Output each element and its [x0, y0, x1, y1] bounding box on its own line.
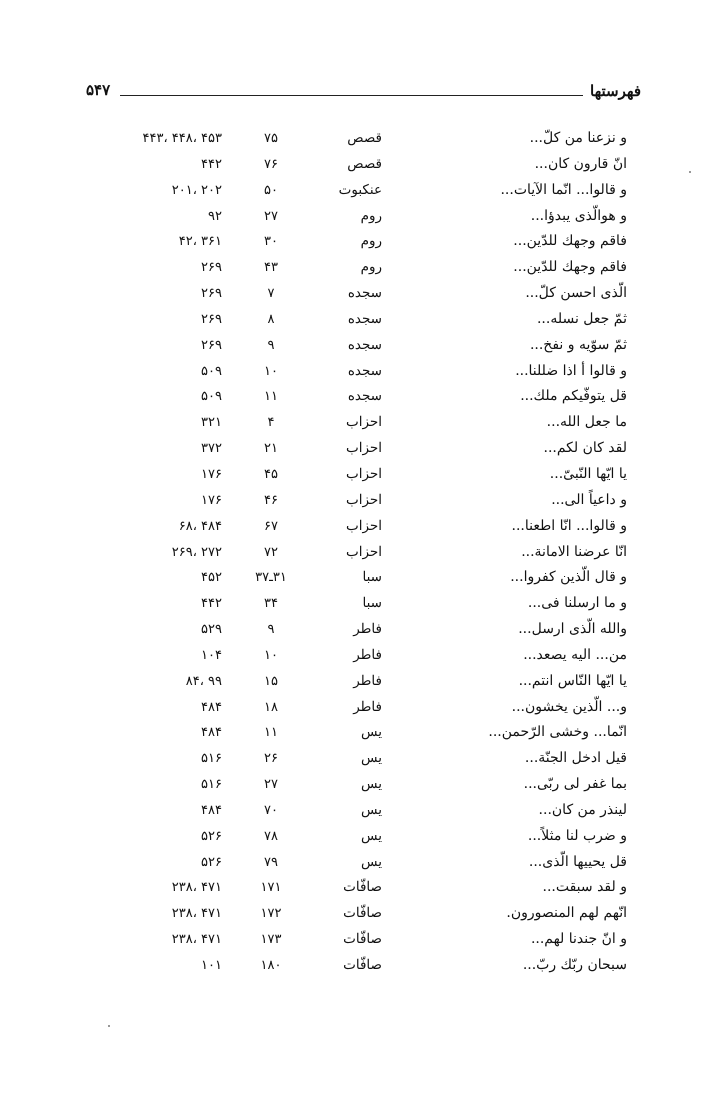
page-references: ۱۷۶	[201, 466, 222, 482]
verse-phrase: و ما ارسلنا فی...	[527, 595, 627, 612]
running-title: فهرستها	[590, 82, 641, 100]
surah-name: سجده	[347, 285, 382, 302]
page-references: ۴۸۴	[201, 725, 222, 741]
index-row	[0, 746, 727, 772]
surah-name: احزاب	[345, 465, 382, 482]
index-row	[0, 901, 727, 927]
page-references: ۵۱۶	[201, 751, 222, 767]
surah-name: یس	[361, 827, 382, 844]
verse-number: ۹	[267, 622, 275, 638]
verse-phrase: الّذی احسن کلّ...	[525, 285, 627, 302]
surah-name: روم	[360, 207, 382, 224]
page-references: ۵۲۶	[201, 828, 222, 844]
index-row	[0, 591, 727, 617]
verse-phrase: لینذر من کان...	[538, 801, 627, 818]
index-row	[0, 307, 727, 333]
surah-name: روم	[360, 259, 382, 276]
verse-number: ۴۵	[264, 466, 278, 482]
scan-edge-marks	[20, 1108, 667, 1110]
index-row	[0, 565, 727, 591]
verse-number: ۲۶	[264, 751, 278, 767]
verse-number: ۴۶	[264, 492, 278, 508]
page-references: ۴۷۱ ،۲۳۸	[171, 880, 222, 896]
surah-name: یس	[361, 801, 382, 818]
page-references: ۱۰۴	[201, 647, 222, 663]
verse-phrase: و... الّذین یخشون...	[511, 698, 627, 715]
verse-number: ۱۰	[264, 647, 278, 663]
index-row	[0, 229, 727, 255]
verse-phrase: و قالوا أ اذا ضللنا...	[515, 362, 627, 379]
surah-name: احزاب	[345, 440, 382, 457]
surah-name: احزاب	[345, 543, 382, 560]
verse-number: ۴	[267, 415, 275, 431]
surah-name: سجده	[347, 362, 382, 379]
index-row	[0, 514, 727, 540]
verse-number: ۷۲	[264, 544, 278, 560]
verse-number: ۱۷۳	[260, 932, 282, 948]
page-references: ۹۲	[208, 208, 222, 224]
verse-phrase: و لقد سبقت...	[542, 879, 627, 896]
verse-number: ۷۸	[264, 828, 278, 844]
verse-phrase: ثمّ جعل نسله...	[536, 310, 627, 327]
index-row	[0, 204, 727, 230]
verse-number: ۱۸۰	[260, 958, 282, 973]
surah-name: احزاب	[345, 517, 382, 534]
page-references: ۲۶۹	[201, 260, 222, 276]
verse-number: ۷	[267, 286, 275, 302]
index-row	[0, 178, 727, 204]
verse-number: ۱۱	[264, 389, 278, 405]
verse-number: ۱۰	[264, 363, 278, 379]
index-row	[0, 643, 727, 669]
page-references: ۴۸۴	[201, 802, 222, 818]
surah-name: صافّات	[343, 931, 382, 948]
verse-phrase: و قالوا... انّا اطعنا...	[511, 517, 627, 534]
verse-phrase: و قال الّذین کفروا...	[510, 569, 627, 586]
index-row	[0, 695, 727, 721]
index-row	[0, 152, 727, 178]
page-references: ۲۰۲ ،۲۰۱	[171, 182, 222, 198]
verse-index-table	[0, 126, 727, 979]
page-references: ۳۲۱	[201, 415, 222, 431]
page-references: ۲۶۹	[201, 337, 222, 353]
verse-number: ۲۷	[264, 777, 278, 793]
page-references: ۴۴۲	[201, 156, 222, 172]
verse-number: ۱۷۱	[260, 880, 282, 896]
verse-number: ۷۶	[264, 156, 278, 172]
verse-number: ۱۱	[264, 725, 278, 741]
verse-number: ۲۱	[264, 441, 278, 457]
verse-phrase: یا ایّها النّاس انتم...	[518, 672, 627, 689]
verse-number: ۷۵	[264, 131, 278, 146]
margin-speck	[689, 171, 691, 173]
verse-phrase: فاقم وجهك للدّین...	[513, 233, 627, 250]
page-references: ۴۷۱ ،۲۳۸	[171, 906, 222, 922]
index-row	[0, 798, 727, 824]
index-row	[0, 669, 727, 695]
page-references: ۴۸۴ ،۶۸	[178, 518, 222, 534]
index-row	[0, 850, 727, 876]
surah-name: قصص	[347, 130, 382, 146]
page-references: ۲۷۲ ،۲۶۹	[171, 544, 222, 560]
surah-name: سجده	[347, 336, 382, 353]
page-references: ۴۷۱ ،۲۳۸	[171, 932, 222, 948]
surah-name: عنکبوت	[338, 181, 382, 198]
verse-phrase: و انّ جندنا لهم...	[530, 931, 627, 948]
page-references: ۲۶۹	[201, 311, 222, 327]
surah-name: روم	[360, 233, 382, 250]
verse-phrase: فاقم وجهك للدّین...	[513, 259, 627, 276]
index-row	[0, 824, 727, 850]
verse-phrase: قیل ادخل الجنّة...	[524, 750, 627, 767]
surah-name: فاطر	[353, 672, 382, 689]
index-row	[0, 384, 727, 410]
surah-name: یس	[361, 750, 382, 767]
index-row	[0, 410, 727, 436]
surah-name: صافّات	[343, 879, 382, 896]
page-references: ۵۱۶	[201, 777, 222, 793]
page-references: ۵۰۹	[201, 389, 222, 405]
verse-phrase: ثمّ سوّیه و نفخ...	[529, 336, 627, 353]
page-references: ۴۵۲	[201, 570, 222, 586]
verse-phrase: و قالوا... انّما الآیات...	[500, 181, 627, 198]
index-row	[0, 927, 727, 953]
page-references: ۴۴۲	[201, 596, 222, 612]
verse-phrase: و ضرب لنا مثلاً...	[527, 827, 627, 844]
surah-name: سجده	[347, 388, 382, 405]
verse-number: ۳۱ـ۳۷	[255, 570, 287, 586]
surah-name: یس	[361, 853, 382, 870]
verse-number: ۱۸	[264, 699, 278, 715]
verse-number: ۲۷	[264, 208, 278, 224]
index-row	[0, 772, 727, 798]
surah-name: احزاب	[345, 491, 382, 508]
surah-name: سبا	[362, 595, 382, 612]
surah-name: سجده	[347, 310, 382, 327]
page-references: ۳۶۱ ،۴۲	[178, 234, 222, 250]
verse-phrase: و نزعنا من کلّ...	[529, 130, 627, 146]
margin-speck	[108, 1025, 110, 1027]
surah-name: سبا	[362, 569, 382, 586]
surah-name: قصص	[347, 155, 382, 172]
page-references: ۲۶۹	[201, 286, 222, 302]
page-references: ۱۷۶	[201, 492, 222, 508]
verse-phrase: والله الّذی ارسل...	[518, 621, 627, 638]
surah-name: یس	[361, 724, 382, 741]
surah-name: احزاب	[345, 414, 382, 431]
verse-number: ۸	[267, 311, 275, 327]
index-row	[0, 255, 727, 281]
index-row	[0, 720, 727, 746]
index-row	[0, 333, 727, 359]
surah-name: فاطر	[353, 646, 382, 663]
verse-phrase: ما جعل الله...	[546, 414, 627, 431]
verse-number: ۹	[267, 337, 275, 353]
page-number: ۵۴۷	[86, 81, 111, 99]
verse-phrase: انّهم لهم المنصورون.	[506, 905, 627, 922]
index-row	[0, 359, 727, 385]
page-references: ۴۵۳ ،۴۴۸ ،۴۴۳	[142, 131, 222, 146]
index-row	[0, 488, 727, 514]
verse-number: ۵۰	[264, 182, 278, 198]
index-row	[0, 875, 727, 901]
index-row	[0, 617, 727, 643]
verse-phrase: لقد کان لکم...	[543, 440, 627, 457]
surah-name: صافّات	[343, 957, 382, 973]
surah-name: فاطر	[353, 698, 382, 715]
header-rule	[120, 95, 583, 96]
index-row	[0, 953, 727, 979]
index-row	[0, 436, 727, 462]
verse-phrase: و هوالّذی یبدؤا...	[530, 207, 627, 224]
index-row	[0, 540, 727, 566]
verse-number: ۶۷	[264, 518, 278, 534]
page-references: ۵۰۹	[201, 363, 222, 379]
verse-number: ۱۵	[264, 673, 278, 689]
page-references: ۹۹ ،۸۴	[185, 673, 222, 689]
page-references: ۴۸۴	[201, 699, 222, 715]
verse-number: ۳۴	[264, 596, 278, 612]
verse-phrase: بما غفر لی ربّی...	[523, 776, 627, 793]
surah-name: صافّات	[343, 905, 382, 922]
verse-number: ۴۳	[264, 260, 278, 276]
verse-number: ۳۰	[264, 234, 278, 250]
verse-phrase: انّا عرضنا الامانة...	[521, 543, 627, 560]
verse-number: ۱۷۲	[260, 906, 282, 922]
verse-phrase: قل یحییها الّذی...	[528, 853, 627, 870]
surah-name: یس	[361, 776, 382, 793]
verse-number: ۷۹	[264, 854, 278, 870]
page-references: ۵۲۶	[201, 854, 222, 870]
index-row	[0, 281, 727, 307]
page-header	[86, 80, 641, 106]
page-references: ۱۰۱	[201, 958, 222, 973]
page-references: ۵۲۹	[201, 622, 222, 638]
verse-number: ۷۰	[264, 802, 278, 818]
index-row	[0, 462, 727, 488]
verse-phrase: انّ قارون کان...	[534, 155, 627, 172]
index-row	[0, 126, 727, 152]
verse-phrase: قل یتوفّیکم ملك...	[520, 388, 627, 405]
verse-phrase: من... الیه یصعد...	[523, 646, 627, 663]
verse-phrase: انّما... وخشی الرّحمن...	[488, 724, 627, 741]
verse-phrase: و داعیاً الی...	[551, 491, 627, 508]
surah-name: فاطر	[353, 621, 382, 638]
page-references: ۳۷۲	[201, 441, 222, 457]
verse-phrase: یا ایّها النّبیّ...	[549, 465, 627, 482]
verse-phrase: سبحان ربّك ربّ...	[522, 957, 627, 973]
